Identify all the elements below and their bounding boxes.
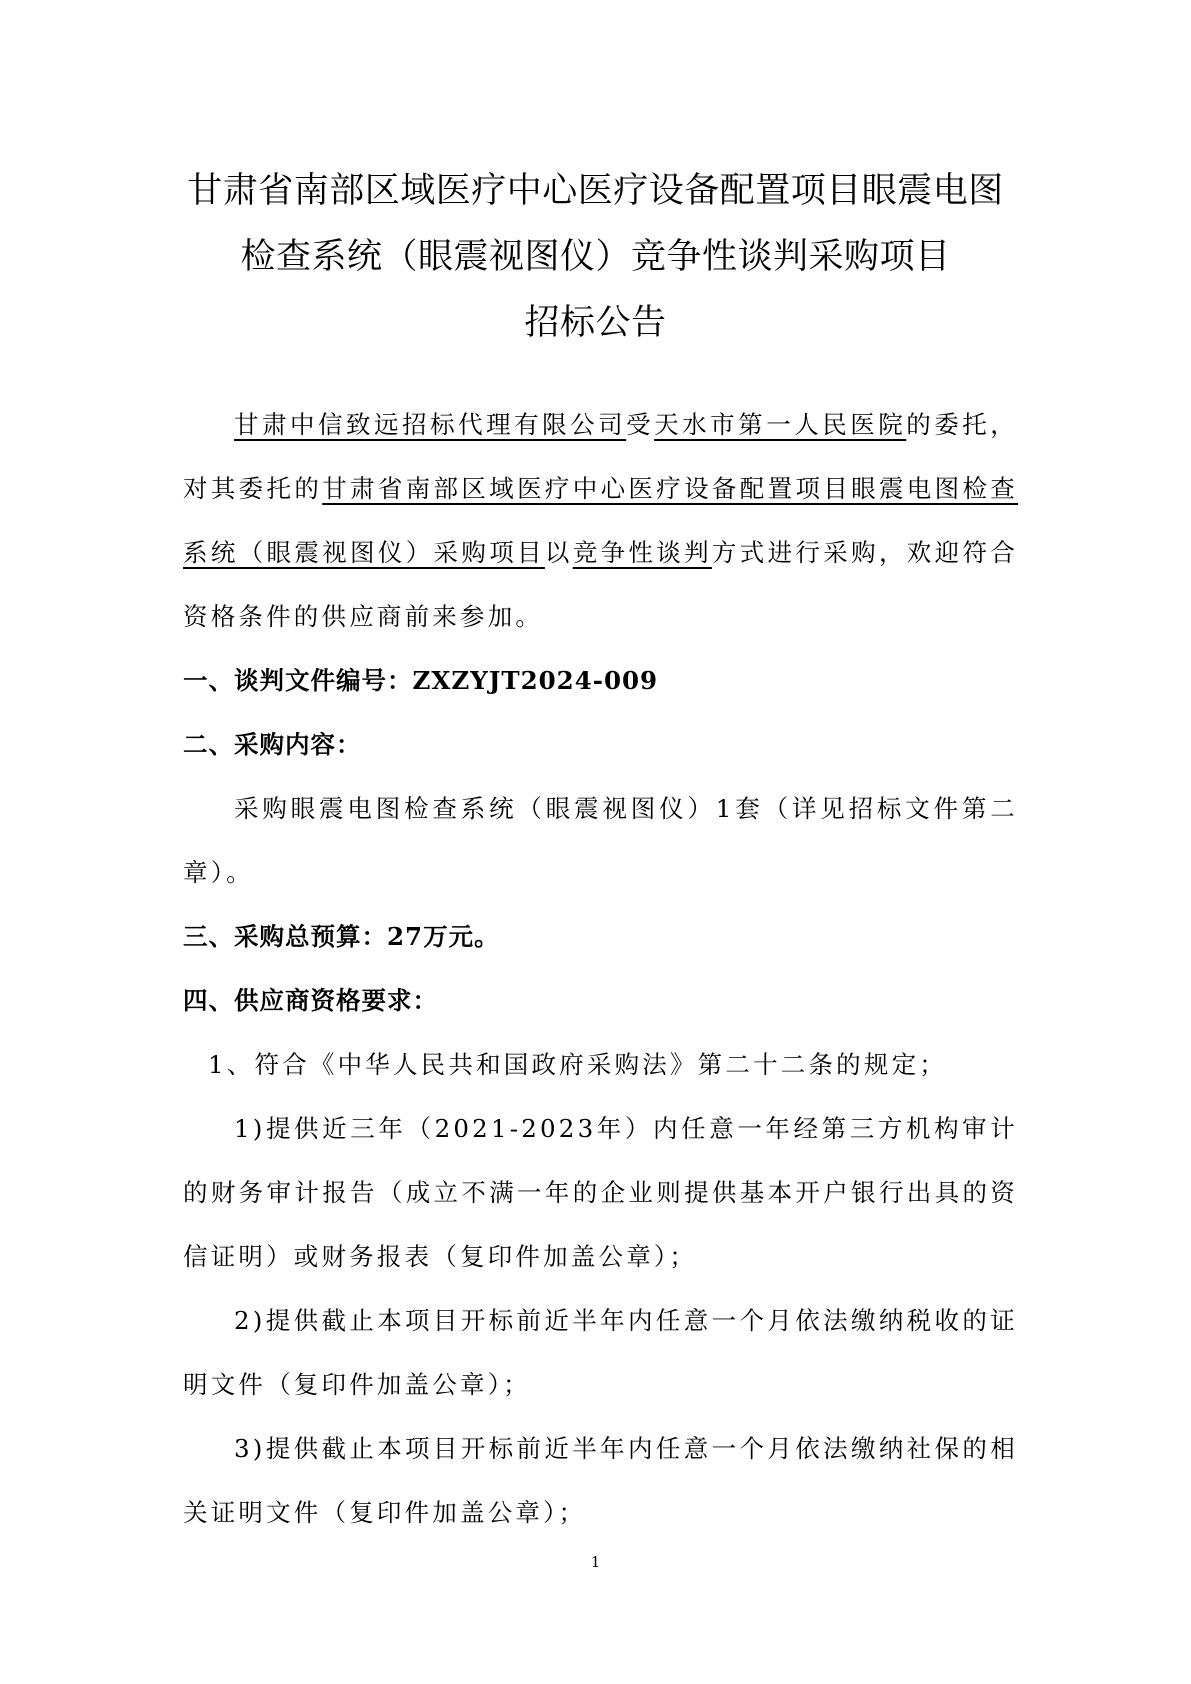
- section-4-sub-1: 1)提供近三年（2021-2023年）内任意一年经第三方机构审计的财务审计报告（成立不满一年的企业则提供基本开户银行出具的资信证明）或财务报表（复印件加盖公章）；: [183, 1114, 1018, 1271]
- purchaser-name: 天水市第一人民医院: [654, 410, 907, 439]
- page-number: 1: [590, 1553, 601, 1571]
- document-body: [183, 393, 1018, 1545]
- section-4-sub-2: 2)提供截止本项目开标前近半年内任意一个月依法缴纳税收的证明文件（复印件加盖公章）；: [183, 1306, 1018, 1399]
- section-2-body: 采购眼震电图检查系统（眼震视图仪）1套（详见招标文件第二章）。: [183, 794, 1018, 887]
- section-3-heading: 三、采购总预算：27万元。: [183, 922, 500, 951]
- document-title: [160, 158, 1031, 356]
- agency-name: 甘肃中信致远招标代理有限公司: [234, 410, 627, 439]
- intro-text-2: 的委托，对其委托的: [183, 410, 1018, 503]
- intro-text-3: 以: [544, 538, 573, 567]
- intro-text-1: 受: [626, 410, 655, 439]
- section-4-sub-3: 3)提供截止本项目开标前近半年内任意一个月依法缴纳社保的相关证明文件（复印件加盖公章）；: [183, 1434, 1018, 1527]
- title-line-1: 甘肃省南部区域医疗中心医疗设备配置项目眼震电图: [187, 171, 1004, 211]
- intro-paragraph: [183, 393, 1018, 649]
- section-4-heading: 四、供应商资格要求：: [183, 986, 438, 1015]
- project-name: 甘肃省南部区域医疗中心医疗设备配置项目眼震电图检查系统（眼震视图仪）采购项目: [183, 474, 1019, 567]
- section-2-heading: 二、采购内容：: [183, 730, 362, 759]
- section-1-heading: 一、谈判文件编号：ZXZYJT2024-009: [183, 666, 659, 695]
- intro-text-4: 方式进行采购，欢迎符合资格条件的供应商前来参加。: [183, 538, 1018, 631]
- procurement-method: 竞争性谈判: [572, 538, 712, 567]
- section-4-item-1: 1、符合《中华人民共和国政府采购法》第二十二条的规定；: [208, 1050, 947, 1079]
- title-line-3: 招标公告: [524, 303, 667, 343]
- title-line-2: 检查系统（眼震视图仪）竞争性谈判采购项目: [240, 237, 951, 277]
